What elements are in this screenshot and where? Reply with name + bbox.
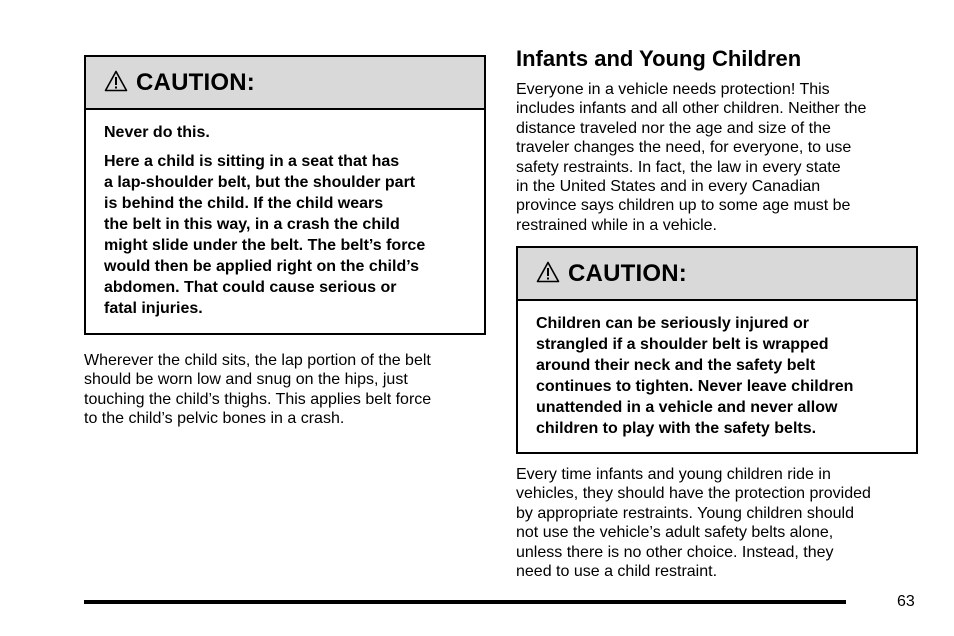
warning-triangle-icon xyxy=(536,261,560,283)
caution-paragraph: Never do this. xyxy=(104,124,210,141)
body-paragraph-intro: Everyone in a vehicle needs protection! This includes infants and all other children. Neither the distance traveled nor the age and size of the traveler changes the need, for everyone, to use safety restraints. In fact, the law in every state in the United States and in every Canadian province says children up to some age must be restrained while in a vehicle. xyxy=(516,81,867,234)
warning-triangle-icon xyxy=(104,70,128,92)
body-paragraph-closing: Every time infants and young children ride in vehicles, they should have the protection provided by appropriate restraints. Young children should not use the vehicle’s adult safety belts alone, unless there is no other choice. Instead, they need to use a child restraint. xyxy=(516,466,871,581)
footer-rule xyxy=(84,600,846,604)
caution-body xyxy=(518,301,916,439)
caution-paragraph: Here a child is sitting in a seat that has a lap-shoulder belt, but the shoulder part is behind the child. If the child wears the belt in this way, in a crash the child might slide under the belt. The belt’s force would then be applied right on the child’s abdomen. That could cause serious or fatal injuries. xyxy=(104,153,426,317)
caution-box-right xyxy=(516,246,918,454)
caution-box-left xyxy=(84,55,486,335)
body-paragraph-lap-belt: Wherever the child sits, the lap portion of the belt should be worn low and snug on the hips, just touching the child’s thighs. This applies belt force to the child’s pelvic bones in a crash. xyxy=(84,352,432,428)
caution-title: CAUTION: xyxy=(136,68,255,96)
caution-title: CAUTION: xyxy=(568,259,687,287)
section-heading: Infants and Young Children xyxy=(516,46,802,71)
caution-paragraph: Children can be seriously injured or strangled if a shoulder belt is wrapped around their neck and the safety belt continues to tighten. Never leave children unattended in a vehicle and never allow children to play with the safety belts. xyxy=(536,315,854,437)
caution-header xyxy=(518,248,916,301)
page-number: 63 xyxy=(897,593,915,610)
caution-body xyxy=(86,110,484,319)
caution-header xyxy=(86,57,484,110)
